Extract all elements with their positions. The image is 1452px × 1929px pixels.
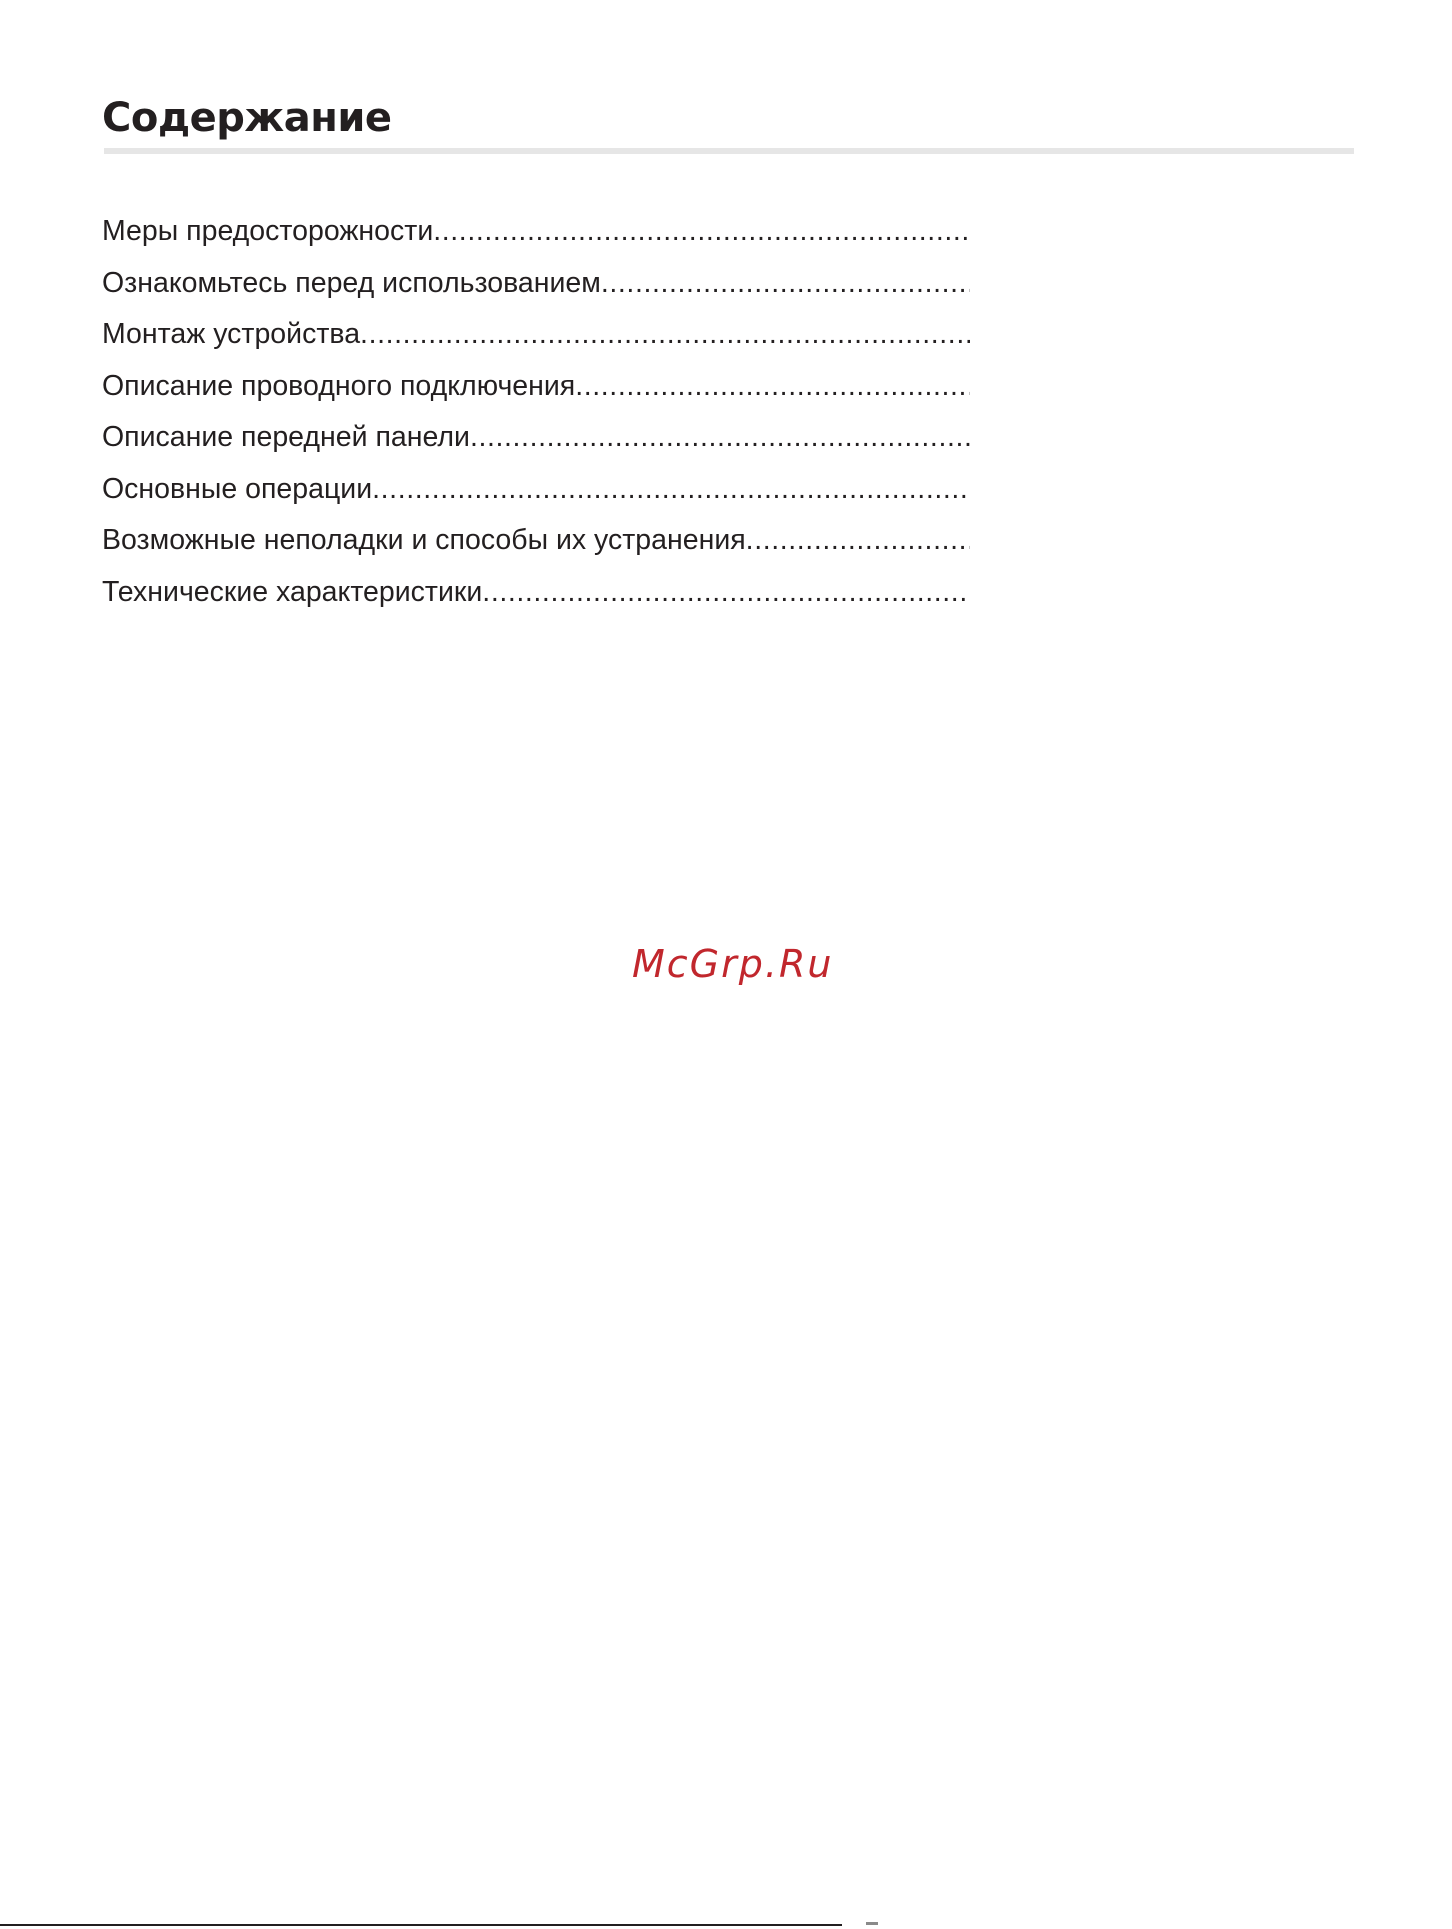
toc-item-precautions[interactable] (102, 206, 970, 258)
title-divider (104, 148, 1354, 154)
toc-item-label: Описание передней панели (102, 421, 470, 453)
toc-item-label: Возможные неполадки и способы их устранения (102, 524, 746, 556)
toc-item-wiring[interactable] (102, 361, 970, 413)
toc-dot-leader (482, 567, 970, 619)
toc-item-installation[interactable] (102, 309, 970, 361)
toc-item-front-panel[interactable] (102, 412, 970, 464)
toc-dot-leader (433, 206, 970, 258)
toc-dot-leader (746, 515, 970, 567)
toc-item-label: Основные операции (102, 472, 373, 505)
toc-dot-leader (372, 464, 970, 516)
toc-item-label: Описание проводного подключения (102, 369, 576, 402)
toc-item-label: Ознакомьтесь перед использованием (102, 266, 601, 299)
toc-item-label: Технические характеристики (102, 575, 483, 608)
toc-item-read-before-use[interactable] (102, 258, 970, 310)
toc-dot-leader (470, 412, 970, 464)
toc-item-label: Меры предосторожности (102, 215, 434, 247)
table-of-contents (102, 206, 970, 618)
toc-item-label: Монтаж устройства (102, 318, 361, 350)
toc-item-basic-operations[interactable] (102, 464, 970, 516)
toc-item-troubleshooting[interactable] (102, 515, 970, 567)
toc-dot-leader (360, 309, 970, 361)
page-title: Содержание (102, 95, 392, 141)
toc-dot-leader (601, 258, 970, 310)
toc-dot-leader (575, 361, 970, 413)
footer-mark (866, 1922, 878, 1925)
toc-item-specifications[interactable] (102, 567, 970, 619)
footer-rule (0, 1924, 842, 1926)
watermark-text: McGrp.Ru (632, 942, 834, 986)
